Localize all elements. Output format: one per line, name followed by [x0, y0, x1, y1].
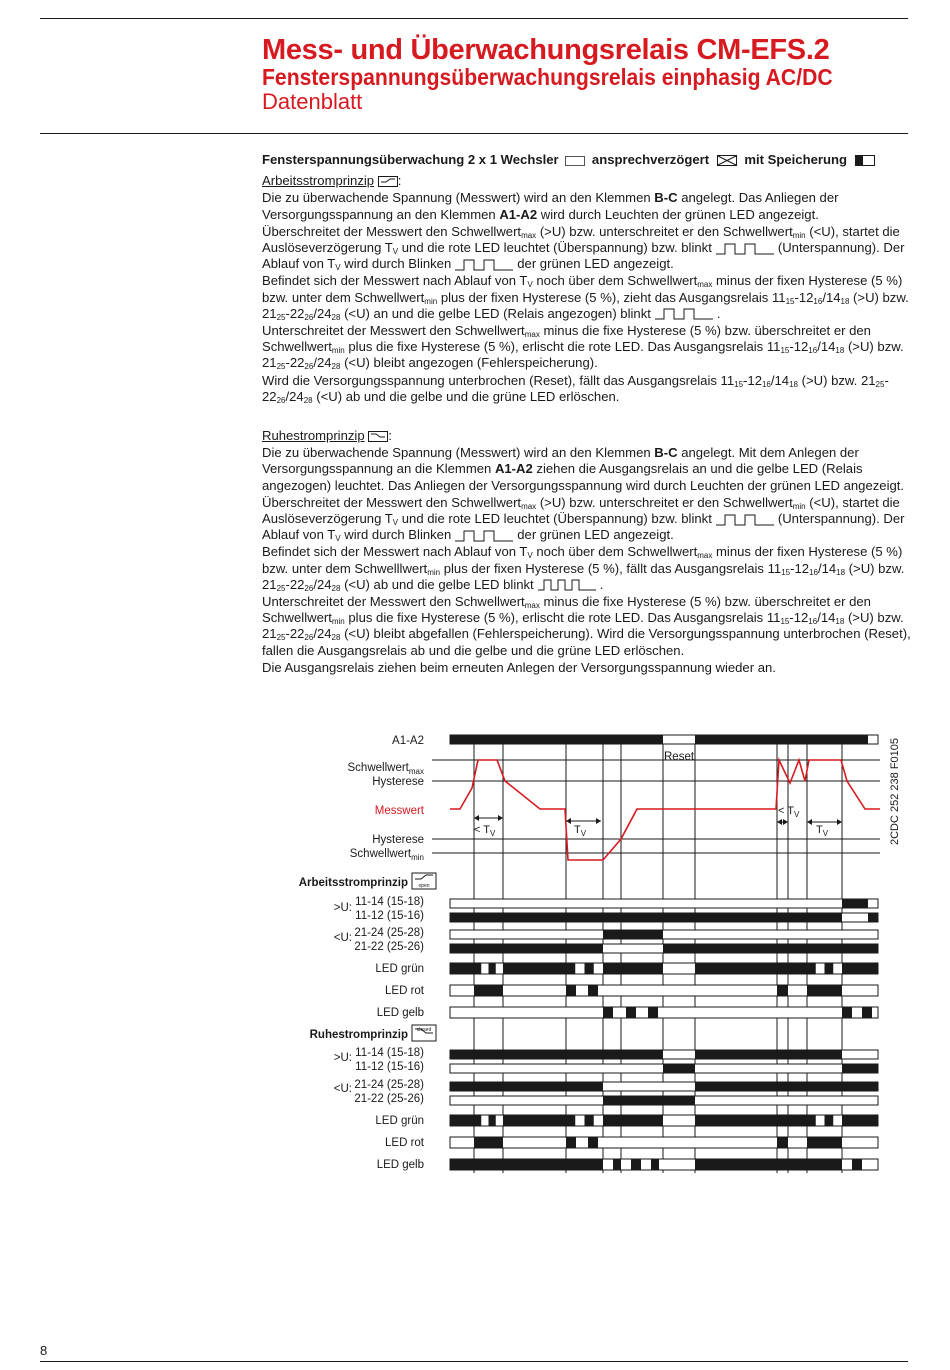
rp-r1a-on [695, 1050, 842, 1059]
rp-led-green-on [788, 1115, 807, 1126]
ap-led-yellow-track [450, 1007, 878, 1018]
delay-markers [474, 805, 842, 838]
rp-para-1: Die zu überwachende Spannung (Messwert) wird an den Klemmen B-C angelegt. Mit dem Anlegen der Versorgungsspannung an die Klemmen A1-A2 ziehen die Ausgangsrelais an und die gelbe LED (Relais angezogen) leuchtet. Das Anliegen der Versorgungsspannung wird durch Leuchten der grünen LED angezeigt. [262, 445, 905, 493]
label-yellow-ap: LED gelb [376, 1007, 424, 1019]
svg-text:open: open [418, 883, 430, 889]
ap-led-red-on [777, 985, 788, 996]
ap-led-green-on [825, 963, 834, 974]
rp-led-green-on [566, 1115, 575, 1126]
label-r1a-ap: 11-14 (15-18) [355, 896, 424, 908]
flash-pulse-icon [455, 259, 513, 271]
ap-r1b-on [450, 913, 842, 922]
header-rule [40, 133, 908, 134]
rp-title [262, 428, 912, 444]
page-subtitle: Fensterspannungsüberwachungsrelais einphasig AC/DC [262, 64, 833, 90]
label-gtU-rp: >U: [333, 1052, 352, 1064]
ap-led-red-on [474, 985, 503, 996]
rp-led-green-on [489, 1115, 496, 1126]
rp-led-yellow-on [450, 1159, 603, 1170]
label-green-rp: LED grün [375, 1115, 424, 1127]
rp-led-green-on [450, 1115, 474, 1126]
rp-r1a-on [450, 1050, 663, 1059]
rp-led-red-on [566, 1137, 576, 1148]
rp-led-green-on [807, 1115, 816, 1126]
section-heading [262, 152, 912, 168]
rp-para-3: Befindet sich der Messwert nach Ablauf von $T_V$ noch über dem Schwellwert$_{max}$ minus der fixen Hysterese (5 %) bzw. unter dem Schwelllwert$_{min}$ plus der fixen Hysterese (5 %), fällt das Ausgangsrelais $11_{15}-12_{16}/14_{18}$ (>U) bzw. $21_{25}-22_{26}/24_{28}$ (<U) ab und die gelbe LED blinkt . [262, 544, 905, 593]
timing-diagram [0, 725, 950, 1185]
label-rp: Ruhestromprinzip [309, 1029, 408, 1041]
rp-r1b-on [842, 1064, 878, 1073]
top-rule [40, 18, 908, 19]
tv-label: $T_V$ [574, 824, 587, 838]
footer-rule [40, 1361, 908, 1362]
rp-led-green-on [585, 1115, 594, 1126]
ap-led-green-on [474, 963, 481, 974]
label-green-ap: LED grün [375, 963, 424, 975]
rp-led-green-on [474, 1115, 481, 1126]
rp-led-green-on [503, 1115, 566, 1126]
ap-led-green-on [450, 963, 474, 974]
ap-led-yellow-on [626, 1007, 636, 1018]
label-red-rp: LED rot [385, 1137, 424, 1149]
rp-title-text: Ruhestromprinzip [262, 428, 365, 444]
rp-led-red-on [807, 1137, 842, 1148]
ap-r2a-track [450, 930, 878, 939]
flash-pulse-icon [455, 530, 513, 542]
label-red-ap: LED rot [385, 985, 424, 997]
label-r1a-rp: 11-14 (15-18) [355, 1047, 424, 1059]
rp-led-yellow-on [852, 1159, 862, 1170]
label-r2b-ap: 21-22 (25-26) [354, 941, 424, 953]
ap-r1a-on [842, 899, 868, 908]
rp-led-red-on [777, 1137, 788, 1148]
label-schwellwert-min: Schwellwert$_{min}$ [349, 848, 424, 862]
body-text [262, 152, 912, 677]
rp-led-yellow-on [613, 1159, 621, 1170]
page-title: Mess- und Überwachungsrelais CM-EFS.2 [262, 34, 830, 66]
rp-led-yellow-on [695, 1159, 842, 1170]
rp-r2b-on [603, 1096, 695, 1105]
ap-led-green-on [503, 963, 566, 974]
threshold-lines [432, 760, 880, 853]
ap-led-green-on [842, 963, 878, 974]
rp-led-red-on [474, 1137, 503, 1148]
ap-led-red-on [588, 985, 598, 996]
drawing-code: 2CDC 252 238 F0105 [889, 737, 901, 845]
ap-led-yellow-on [862, 1007, 872, 1018]
rp-led-green-on [603, 1115, 663, 1126]
label-a1a2: A1-A2 [392, 735, 424, 747]
label-yellow-rp: LED gelb [376, 1159, 424, 1171]
ap-para-2: Überschreitet der Messwert den Schwellwert$_{max}$ (>U) bzw. unterschreitet er den Schwellwert$_{min}$ (<U), startet die Auslöseverzögerung $T_V$ und die rote LED leuchtet (Überspannung) bzw. blinkt (Unterspannung). Der Ablauf von $T_V$ wird durch Blinken der grünen LED angezeigt. [262, 223, 905, 273]
rp-led-green-on [842, 1115, 878, 1126]
ap-led-green-on [489, 963, 496, 974]
rp-r1b-on [663, 1064, 695, 1073]
ap-para-5: Wird die Versorgungsspannung unterbrochen (Reset), fällt das Ausgangsrelais $11_{15}-12_{16}/14_{18}$ (>U) bzw. $21_{25}-22_{26}/24_{28}$ (<U) ab und die gelbe und die grüne LED erlöschen. [262, 372, 889, 405]
ap-led-green-on [788, 963, 807, 974]
rp-para-5: Die Ausgangsrelais ziehen beim erneuten Anlegen der Versorgungsspannung wieder an. [262, 659, 776, 675]
flash-pulse-icon [538, 579, 596, 591]
ap-led-yellow-on [842, 1007, 852, 1018]
ap-r2b-on [450, 944, 603, 953]
label-hysterese-top: Hysterese [372, 776, 424, 788]
ap-led-red-on [566, 985, 576, 996]
timing-gridlines [474, 737, 842, 1173]
ap-led-green-on [807, 963, 816, 974]
tv-label: < $T_V$ [778, 805, 800, 819]
rp-r2a-on [695, 1082, 878, 1091]
ap-title-text: Arbeitsstromprinzip [262, 173, 375, 189]
label-r1b-ap: 11-12 (15-16) [355, 910, 424, 922]
doc-type: Datenblatt [262, 89, 363, 114]
ap-led-yellow-on [603, 1007, 613, 1018]
ap-led-red-on [807, 985, 842, 996]
rp-led-yellow-on [651, 1159, 659, 1170]
label-r2a-rp: 21-24 (25-28) [354, 1079, 424, 1091]
label-r2a-ap: 21-24 (25-28) [354, 927, 424, 939]
tv-label: < $T_V$ [474, 824, 496, 838]
rp-r2a-on [450, 1082, 603, 1091]
rp-led-green-on [825, 1115, 834, 1126]
flash-pulse-icon [716, 243, 774, 255]
delay-cross-icon [717, 155, 737, 166]
ap-led-yellow-on [648, 1007, 658, 1018]
ap-led-green-on [585, 963, 594, 974]
rp-led-red-on [588, 1137, 598, 1148]
reset-label: Reset [664, 751, 695, 763]
ap-led-green-on [566, 963, 575, 974]
page-number: 8 [40, 1343, 48, 1358]
function-symbol-icon [565, 156, 585, 166]
flash-pulse-icon [716, 514, 774, 526]
rp-led-green-on [695, 1115, 777, 1126]
label-hysterese-bottom: Hysterese [372, 834, 424, 846]
label-r2b-rp: 21-22 (25-26) [354, 1093, 424, 1105]
latch-icon [855, 155, 875, 166]
ap-para-4: Unterschreitet der Messwert den Schwellwert$_{max}$ minus die fixe Hysterese (5 %) bzw. überschreitet er den Schwellwert$_{min}$ plus die fixe Hysterese (5 %), erlischt die rote LED. Das Ausgangsrelais $11_{15}-12_{16}/14_{18}$ (>U) bzw. $21_{25}-22_{26}/24_{28}$ (<U) bleibt angezogen (Fehlerspeicherung). [262, 323, 904, 372]
messwert-trace [450, 760, 880, 860]
rp-closed-symbol-icon [412, 1025, 436, 1041]
rp-para-4: Unterschreitet der Messwert den Schwellwert$_{max}$ minus die fixe Hysterese (5 %) bzw. überschreitet er den Schwellwert$_{min}$ plus die fixe Hysterese (5 %), erlischt die rote LED. Das Ausgangsrelais $11_{15}-12_{16}/14_{18}$ (>U) bzw. $21_{25}-22_{26}/24_{28}$ (<U) bleibt abgefallen (Fehlerspeicherung). Wird die Versorgungsspannung unterbrochen (Reset), fallen die Ausgangsrelais ab und die gelbe und die grüne LED erlöschen. [262, 594, 911, 658]
heading-part: ansprechverzögert [591, 152, 710, 167]
flash-pulse-icon [655, 308, 713, 320]
ap-r2b-on [663, 944, 878, 953]
label-messwert: Messwert [374, 805, 424, 817]
label-ap: Arbeitsstromprinzip [298, 877, 408, 889]
ap-title [262, 173, 912, 189]
signal-traces [450, 899, 878, 1170]
label-ltU-ap: <U: [333, 932, 352, 944]
rp-para-2: Überschreitet der Messwert den Schwellwert$_{max}$ (>U) bzw. unterschreitet er den Schwellwert$_{min}$ (<U), startet die Auslöseverzögerung $T_V$ und die rote LED leuchtet (Überspannung) bzw. blinkt (Unterspannung). Der Ablauf von $T_V$ wird durch Blinken der grünen LED angezeigt. [262, 494, 905, 544]
svg-text:closed: closed [416, 1027, 432, 1033]
tv-label: $T_V$ [816, 824, 829, 838]
heading-part: mit Speicherung [744, 152, 847, 167]
label-schwellwert-max: Schwellwert$_{max}$ [347, 762, 424, 776]
label-r1b-rp: 11-12 (15-16) [355, 1061, 424, 1073]
open-symbol-icon [378, 176, 398, 187]
ap-open-symbol-icon [412, 873, 436, 889]
colon: : [397, 173, 402, 189]
ap-r1b-on [868, 913, 878, 922]
ap-led-green-on [603, 963, 663, 974]
label-ltU-rp: <U: [333, 1083, 352, 1095]
ap-para-3: Befindet sich der Messwert nach Ablauf von $T_V$ noch über dem Schwellwert$_{max}$ minus der fixen Hysterese (5 %) bzw. unter dem Schwellwert$_{min}$ plus der fixen Hysterese (5 %), zieht das Ausgangsrelais $11_{15}-12_{16}/14_{18}$ (>U) bzw. $21_{25}-22_{26}/24_{28}$ (<U) an und die gelbe LED (Relais angezogen) blinkt . [262, 273, 909, 322]
ap-para-1: Die zu überwachende Spannung (Messwert) wird an den Klemmen B-C angelegt. Das Anliegen der Versorgungsspannung an den Klemmen A1-A2 wird durch Leuchten der grünen LED angezeigt. [262, 190, 839, 222]
colon: : [388, 428, 392, 444]
ap-led-green-on [695, 963, 777, 974]
a1a2-trace [450, 735, 878, 763]
label-gtU-ap: >U: [333, 902, 352, 914]
heading-part: Fensterspannungsüberwachung 2 x 1 Wechsler [262, 152, 559, 167]
rp-led-yellow-on [631, 1159, 641, 1170]
ap-r1a-track [450, 899, 878, 908]
ap-r2a-on [603, 930, 663, 939]
closed-symbol-icon [368, 431, 388, 442]
